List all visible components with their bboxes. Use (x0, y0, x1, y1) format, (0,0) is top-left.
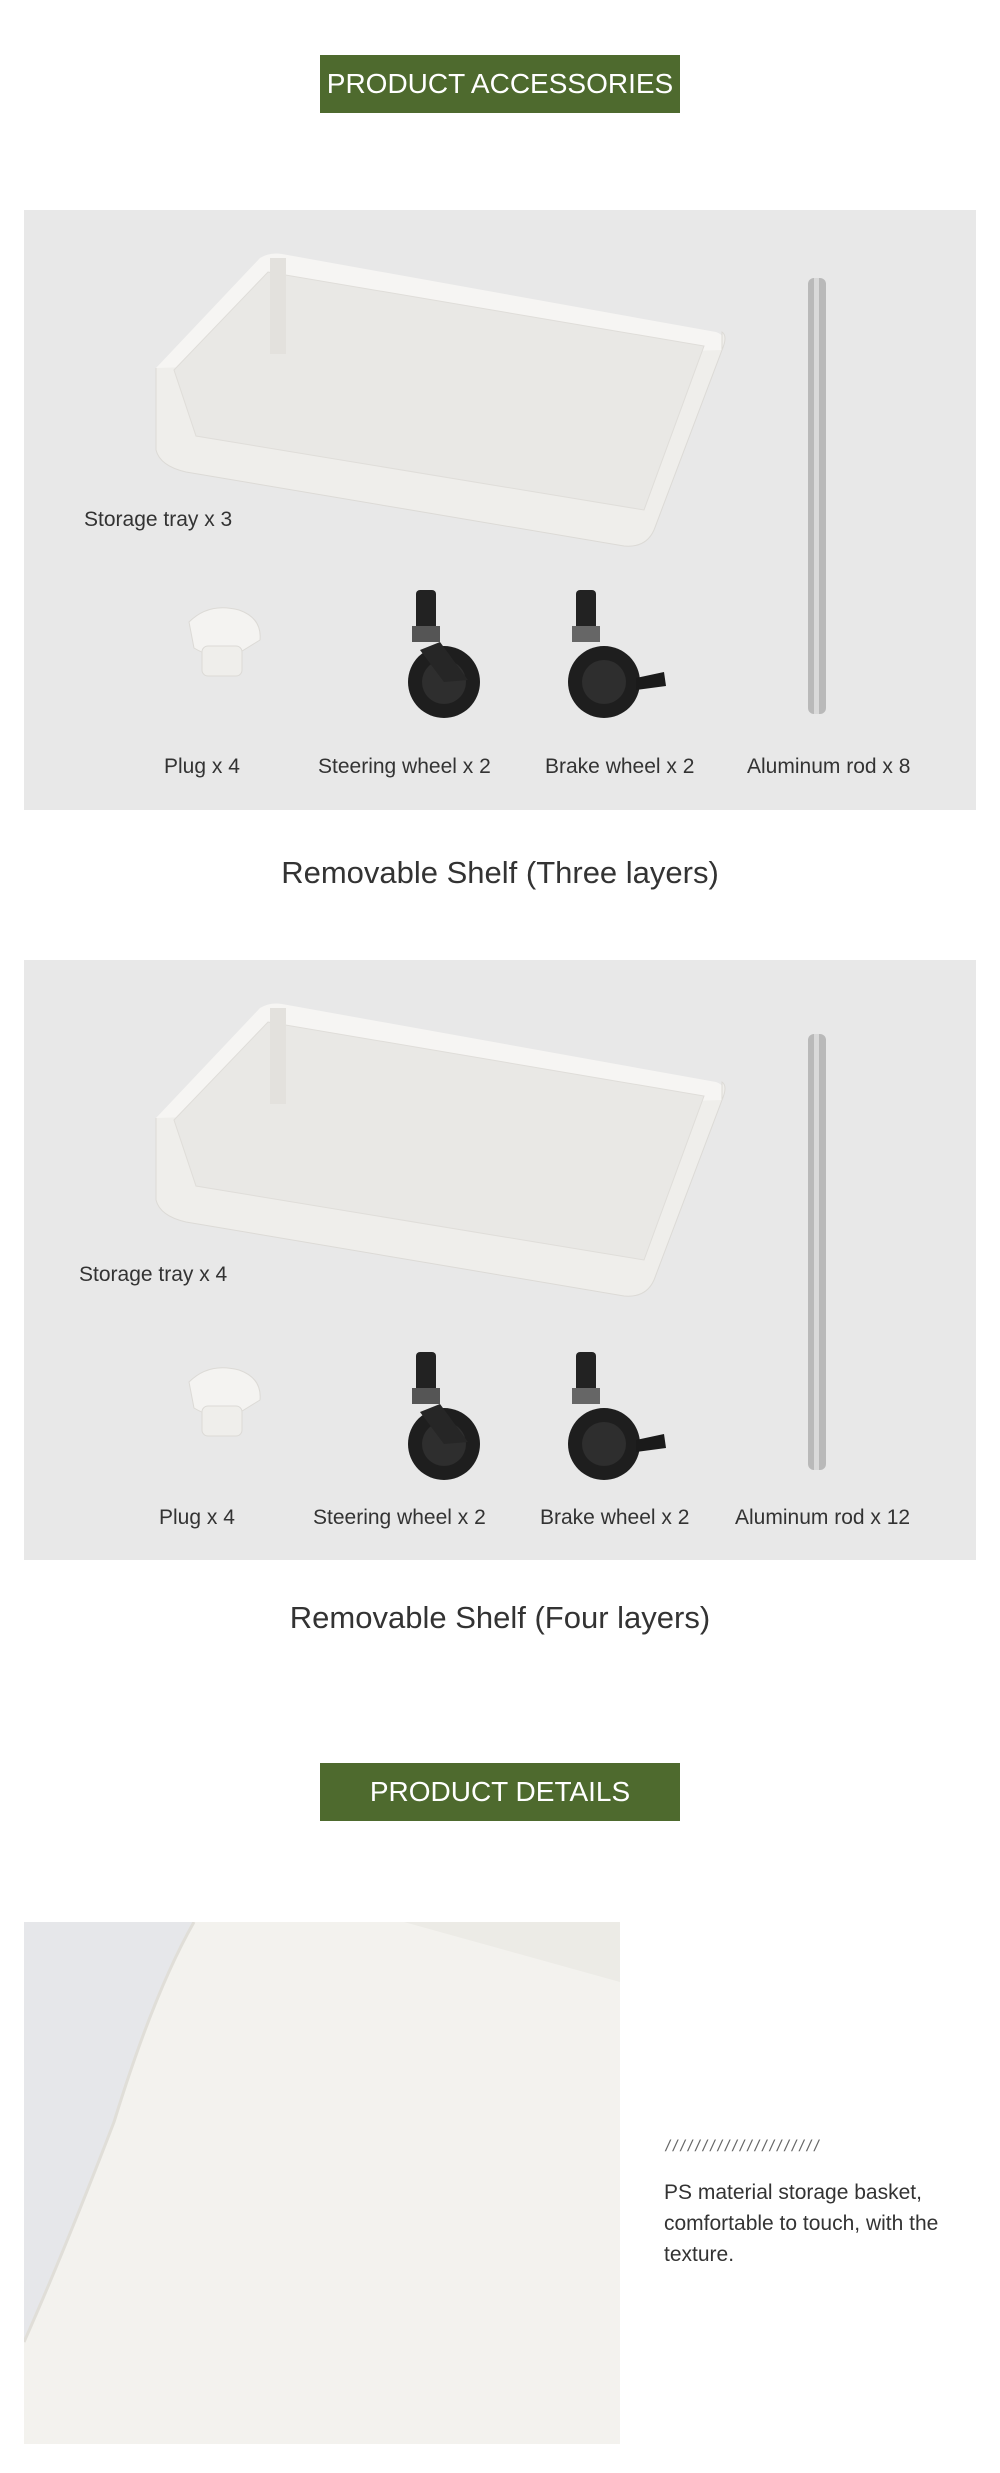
four-layers-caption: Removable Shelf (Four layers) (289, 1600, 711, 1635)
storage-tray-image (156, 1004, 725, 1297)
accessories-panel-three-layers (24, 210, 976, 810)
aluminum-rod-image (808, 278, 826, 714)
details-banner: PRODUCT DETAILS (320, 1763, 680, 1821)
storage-tray-image (156, 254, 725, 547)
brake-wheel-label: Brake wheel x 2 (540, 1506, 690, 1529)
aluminum-rod-image (808, 1034, 826, 1470)
plug-label: Plug x 4 (159, 1506, 235, 1529)
steering-wheel-label: Steering wheel x 2 (318, 755, 491, 778)
storage-tray-label: Storage tray x 3 (84, 508, 233, 531)
decorative-slashes: ///////////////////// (664, 2138, 821, 2154)
steering-wheel-label: Steering wheel x 2 (313, 1506, 486, 1529)
aluminum-rod-label: Aluminum rod x 8 (747, 755, 911, 778)
accessories-panel-four-layers (24, 960, 976, 1560)
plug-image (189, 608, 260, 676)
brake-wheel-image (568, 590, 666, 718)
steering-wheel-image (408, 590, 480, 718)
material-description: PS material storage basket, comfortable to touch, with the texture. (664, 2181, 939, 2266)
accessories-banner: PRODUCT ACCESSORIES (320, 55, 680, 113)
steering-wheel-image (408, 1352, 480, 1480)
brake-wheel-image (568, 1352, 666, 1480)
brake-wheel-label: Brake wheel x 2 (545, 755, 695, 778)
material-closeup-image (24, 1922, 620, 2444)
three-layers-caption: Removable Shelf (Three layers) (281, 855, 719, 890)
storage-tray-label: Storage tray x 4 (79, 1263, 228, 1286)
accessories-illustration (24, 960, 976, 1560)
plug-image (189, 1368, 260, 1436)
aluminum-rod-label: Aluminum rod x 12 (735, 1506, 911, 1529)
plug-label: Plug x 4 (164, 755, 240, 778)
